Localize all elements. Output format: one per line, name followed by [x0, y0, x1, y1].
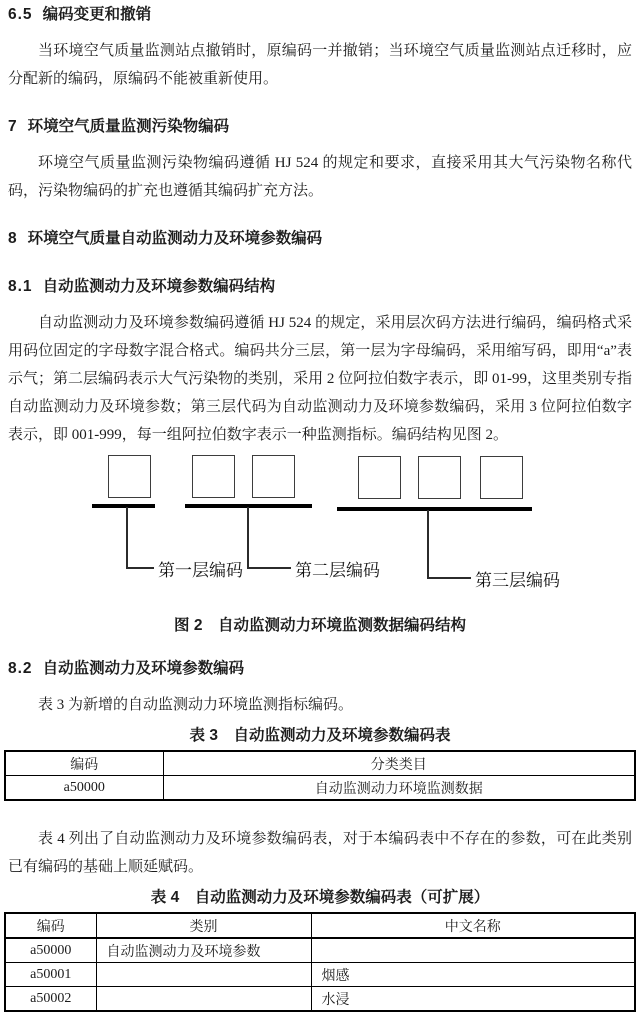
section-title: 编码变更和撤销: [42, 6, 152, 23]
table-cell-cn-name: 烟感: [311, 963, 635, 987]
underline-bar-layer3: [337, 507, 532, 511]
table-row: [5, 963, 635, 987]
figure-label-layer2: 第二层编码: [295, 561, 380, 580]
table-row: [5, 987, 635, 1012]
table-cell-type: [96, 987, 311, 1012]
connector-line-layer3: [427, 510, 429, 579]
section-heading-8-1: [8, 277, 632, 297]
table-cell-code: a50000: [5, 776, 163, 801]
table-cell-type: [96, 963, 311, 987]
section-number: 8.1: [8, 278, 33, 295]
table-cell-category: 自动监测动力环境监测数据: [163, 776, 635, 801]
connector-elbow-layer3: [427, 577, 471, 579]
table-3-header-row: [5, 751, 635, 776]
code-box-layer2-2: [252, 455, 295, 498]
connector-elbow-layer1: [126, 567, 154, 569]
figure-2-diagram: [0, 449, 640, 601]
code-box-layer3-1: [358, 456, 401, 499]
section-title: 环境空气质量监测污染物编码: [27, 118, 230, 135]
figure-label-layer1: 第一层编码: [158, 561, 243, 580]
connector-line-layer1: [126, 507, 128, 569]
section-number: 8.2: [8, 660, 33, 677]
code-box-layer3-3: [480, 456, 523, 499]
table-3: [4, 750, 636, 801]
table-row: [5, 938, 635, 963]
column-header-cn-name: 中文名称: [311, 913, 635, 938]
section-heading-6-5: [8, 0, 632, 25]
column-header-type: 类别: [96, 913, 311, 938]
paragraph-8-1: 自动监测动力及环境参数编码遵循 HJ 524 的规定，采用层次码方法进行编码，编码格式采用码位固定的字母数字混合格式。编码共分三层，第一层为字母编码，采用缩写码，即用“a”表示气；第二层编码表示大气污染物的类别，采用 2 位阿拉伯数字表示，即 01-99，这里类别专指自动监测动力及环境参数；第三层代码为自动监测动力及环境参数编码，采用 3 位阿拉伯数字表示，即 001-999，每一组阿拉伯数字表示一种监测指标。编码结构见图 2。: [8, 315, 632, 443]
section-title: 自动监测动力及环境参数编码结构: [42, 278, 276, 295]
figure-label-layer3: 第三层编码: [475, 571, 560, 590]
section-heading-7: [8, 117, 632, 137]
table-3-caption: 表 3 自动监测动力及环境参数编码表: [189, 727, 451, 744]
paragraph-8-2-intro: 表 3 为新增的自动监测动力环境监测指标编码。: [38, 697, 354, 713]
table-cell-cn-name: 水浸: [311, 987, 635, 1012]
connector-line-layer2: [247, 507, 249, 569]
column-header-code: 编码: [5, 913, 96, 938]
table-row: [5, 776, 635, 801]
section-heading-8-2: [8, 659, 632, 679]
code-box-layer3-2: [418, 456, 461, 499]
table-cell-cn-name: [311, 938, 635, 963]
section-number: 6.5: [8, 6, 33, 23]
underline-bar-layer1: [92, 504, 155, 508]
connector-elbow-layer2: [247, 567, 291, 569]
table-4-header-row: [5, 913, 635, 938]
code-box-layer1: [108, 455, 151, 498]
table-cell-type: 自动监测动力及环境参数: [96, 938, 311, 963]
table-4-caption: 表 4 自动监测动力及环境参数编码表（可扩展）: [150, 889, 490, 906]
column-header-code: 编码: [5, 751, 163, 776]
paragraph-8-2-table4: 表 4 列出了自动监测动力及环境参数编码表，对于本编码表中不存在的参数，可在此类别已有编码的基础上顺延赋码。: [8, 831, 632, 875]
figure-2-caption: 图 2 自动监测动力环境监测数据编码结构: [174, 617, 466, 634]
column-header-category: 分类类目: [163, 751, 635, 776]
section-heading-8: [8, 229, 632, 249]
table-cell-code: a50001: [5, 963, 96, 987]
table-cell-code: a50000: [5, 938, 96, 963]
section-number: 8: [8, 230, 18, 247]
code-box-layer2-1: [192, 455, 235, 498]
paragraph-6-5: 当环境空气质量监测站点撤销时，原编码一并撤销；当环境空气质量监测站点迁移时，应分配新的编码，原编码不能被重新使用。: [8, 43, 632, 87]
table-cell-code: a50002: [5, 987, 96, 1012]
section-title: 环境空气质量自动监测动力及环境参数编码: [27, 230, 323, 247]
section-title: 自动监测动力及环境参数编码: [42, 660, 245, 677]
section-number: 7: [8, 118, 18, 135]
table-4: [4, 912, 636, 1012]
paragraph-7: 环境空气质量监测污染物编码遵循 HJ 524 的规定和要求，直接采用其大气污染物名称代码，污染物编码的扩充也遵循其编码扩充方法。: [8, 155, 632, 199]
